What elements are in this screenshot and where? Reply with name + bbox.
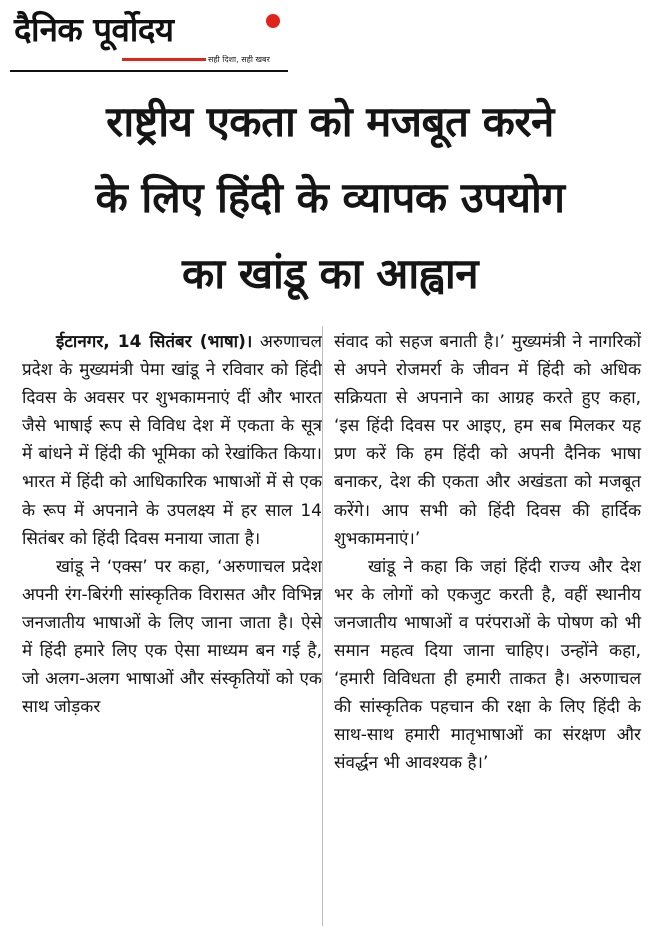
paragraph-3: खांडू ने कहा कि जहां हिंदी राज्य और देश भर के लोगों को एकजुट करती है, वहीं स्थानीय जनजातीय भाषाओं व परंपराओं के पोषण को भी समान महत्व दिया जाना चाहिए। उन्होंने कहा, ‘हमारी विविधता ही हमारी ताकत है। अरुणाचल की सांस्कृतिक पहचान की रक्षा के लिए हिंदी के साथ-साथ हमारी मातृभाषाओं का संरक्षण और संवर्द्धन भी आवश्यक है।’ [334, 556, 641, 774]
headline-line-1: राष्ट्रीय एकता को मजबूत करने [106, 97, 554, 146]
masthead-tagline: सही दिशा, सही खबर [208, 55, 270, 64]
masthead [10, 6, 288, 72]
paragraph-2-continued: संवाद को सहज बनाती है।’ मुख्यमंत्री ने नागरिकों से अपने रोजमर्रा के जीवन में हिंदी को अधिक सक्रियता से अपनाने का आग्रह करते हुए कहा, ‘इस हिंदी दिवस पर आइए, हम सब मिलकर यह प्रण करें कि हम हिंदी को अपनी दैनिक भाषा बनाकर, देश की एकता और अखंडता को मजबूत करेंगे। आप सभी को हिंदी दिवस की हार्दिक शुभकामनाएं।’ [334, 332, 641, 549]
masthead-logo-dot [266, 14, 280, 28]
headline-line-3: का खांडू का आह्वान [181, 249, 479, 298]
article-headline [30, 84, 630, 312]
paragraph-1: अरुणाचल प्रदेश के मुख्यमंत्री पेमा खांडू ने रविवार को हिंदी दिवस के अवसर पर शुभकामनाएं दीं और भारत जैसे भाषाई रूप से विविध देश में एकता के सूत्र में बांधने में हिंदी की भूमिका को रेखांकित किया। भारत में हिंदी को आधिकारिक भाषाओं में से एक के रूप में अपनाने के उपलक्ष्य में हर साल 14 सितंबर को हिंदी दिवस मनाया जाता है। [22, 332, 323, 549]
headline-line-2: के लिए हिंदी के व्यापक उपयोग [95, 173, 565, 222]
paragraph-2: खांडू ने ‘एक्स’ पर कहा, ‘अरुणाचल प्रदेश अपनी रंग-बिरंगी सांस्कृतिक विरासत और विभिन्न जनजातीय भाषाओं के लिए जाना जाता है। ऐसे में हिंदी हमारे लिए एक ऐसा माध्यम बन गई है, जो अलग-अलग भाषाओं और संस्कृतियों को एक साथ जोड़कर [22, 556, 322, 718]
masthead-rule [10, 70, 288, 72]
article-column-right [334, 328, 641, 778]
masthead-title: दैनिक पूर्वोदय [14, 10, 174, 49]
article-column-left [22, 328, 322, 721]
column-divider [322, 326, 323, 926]
dateline: ईटानगर, 14 सितंबर (भाषा)। [56, 332, 253, 352]
